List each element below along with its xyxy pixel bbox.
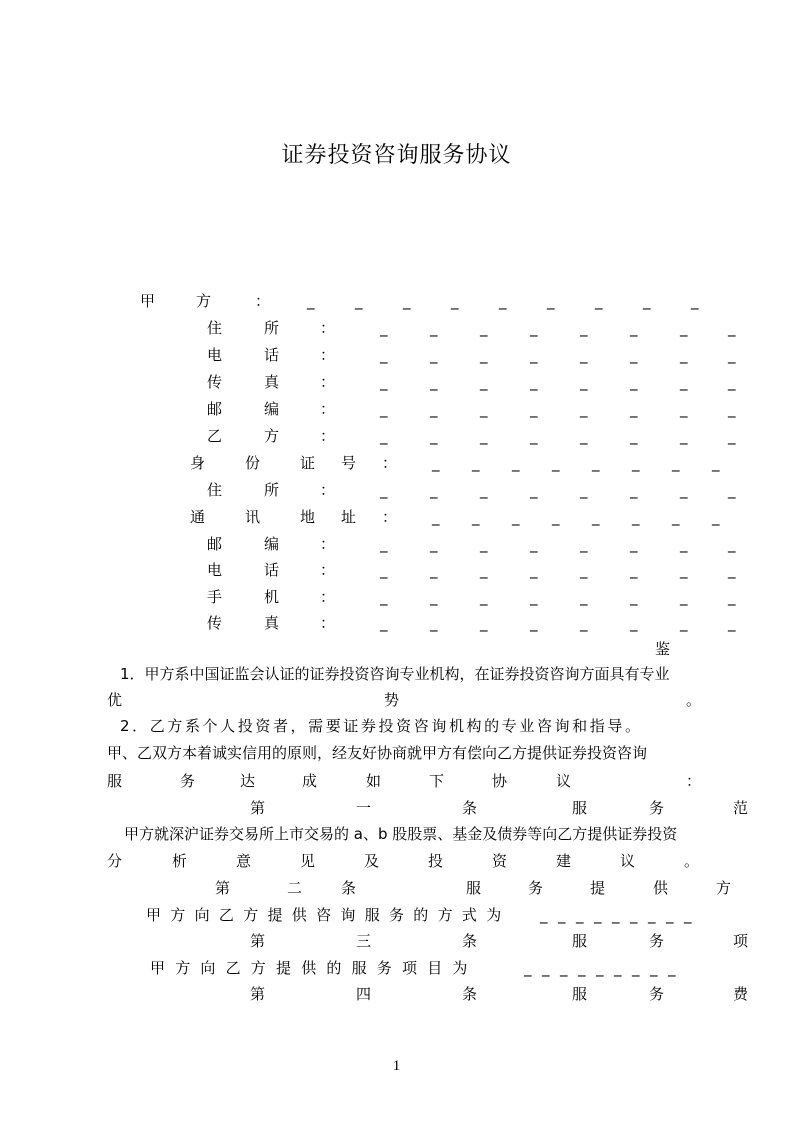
field-label-char: 话	[264, 561, 280, 579]
blank-underscore: _	[530, 614, 538, 632]
document-title: 证券投资咨询服务协议	[281, 143, 512, 168]
field-row-postcode	[0, 399, 793, 419]
blank-underscore: _	[594, 906, 602, 924]
blank-underscore: _	[430, 614, 438, 632]
body-char: 服	[351, 959, 367, 977]
body-char: 方	[243, 906, 259, 924]
body-char: 提	[276, 959, 292, 977]
spread-char: 第	[215, 879, 231, 897]
blank-underscore: _	[480, 588, 488, 606]
blank-underscore: _	[430, 346, 438, 364]
field-label-char: 手	[207, 588, 223, 606]
blank-underscore: _	[630, 481, 638, 499]
field-row-fax-2	[0, 613, 793, 633]
spread-char: 第	[250, 932, 266, 950]
field-colon: ：	[320, 588, 336, 606]
field-row-mailing-address	[0, 507, 793, 527]
field-label-char: 所	[264, 481, 280, 499]
body-char: 提	[267, 906, 283, 924]
spread-char: 服	[572, 799, 588, 817]
blank-underscore: _	[552, 454, 560, 472]
blank-underscore: _	[672, 454, 680, 472]
blank-underscore: _	[596, 959, 604, 977]
blank-underscore: _	[630, 427, 638, 445]
field-row-postcode-2	[0, 534, 793, 554]
blank-underscore: _	[643, 292, 651, 310]
article-2-body	[0, 905, 793, 925]
blank-underscore: _	[430, 373, 438, 391]
blank-underscore: _	[480, 481, 488, 499]
blank-underscore: _	[380, 400, 388, 418]
blank-underscore: _	[728, 373, 736, 391]
field-label-char: 邮	[207, 400, 223, 418]
blank-underscore: _	[576, 906, 584, 924]
blank-underscore: _	[472, 508, 480, 526]
article-1-body: 甲方就深沪证券交易所上市交易的 a、b 股股票、基金及债券等向乙方提供证券投资	[124, 825, 678, 843]
blank-underscore: _	[728, 427, 736, 445]
blank-underscore: _	[728, 319, 736, 337]
spread-char: 及	[364, 852, 380, 870]
field-label-char: 甲	[140, 292, 156, 310]
body-char: 乙	[225, 959, 241, 977]
field-label-char: 编	[264, 535, 280, 553]
blank-underscore: _	[480, 427, 488, 445]
blank-underscore: _	[630, 906, 638, 924]
spread-char: 务	[649, 799, 665, 817]
spread-char: 。	[684, 852, 700, 870]
spread-char: 服	[572, 932, 588, 950]
spread-char: 。	[686, 691, 702, 709]
recital-3: 甲、乙双方本着诚实信用的原则，经友好协商就甲方有偿向乙方提供证券投资咨询	[107, 744, 648, 762]
field-label-char: 真	[264, 373, 280, 391]
spread-char: 达	[240, 772, 256, 790]
blank-underscore: _	[712, 508, 720, 526]
body-char: 服	[364, 906, 380, 924]
spread-char: 条	[462, 932, 478, 950]
blank-underscore: _	[680, 588, 688, 606]
field-label-char: 真	[264, 614, 280, 632]
blank-underscore: _	[480, 319, 488, 337]
blank-underscore: _	[712, 454, 720, 472]
blank-underscore: _	[524, 959, 532, 977]
field-row-phone-2	[0, 560, 793, 580]
blank-underscore: _	[632, 454, 640, 472]
recital-4	[0, 771, 793, 791]
spread-char: 势	[384, 691, 400, 709]
blank-underscore: _	[648, 906, 656, 924]
blank-underscore: _	[580, 535, 588, 553]
body-char: 目	[427, 959, 443, 977]
field-colon: ：	[320, 373, 336, 391]
blank-underscore: _	[380, 427, 388, 445]
blank-underscore: _	[630, 373, 638, 391]
blank-underscore: _	[630, 614, 638, 632]
blank-underscore: _	[614, 959, 622, 977]
blank-underscore: _	[680, 561, 688, 579]
blank-underscore: _	[680, 319, 688, 337]
spread-char: 四	[356, 985, 372, 1003]
blank-underscore: _	[728, 535, 736, 553]
field-colon: ：	[382, 508, 398, 526]
blank-underscore: _	[480, 373, 488, 391]
blank-underscore: _	[540, 906, 548, 924]
blank-underscore: _	[530, 481, 538, 499]
field-colon: ：	[320, 481, 336, 499]
blank-underscore: _	[560, 959, 568, 977]
field-label-char: 证	[300, 454, 316, 472]
spread-char: 务	[528, 879, 544, 897]
spread-char: 鉴	[655, 640, 671, 658]
body-char: 咨	[316, 906, 332, 924]
blank-underscore: _	[580, 400, 588, 418]
field-label-char: 号	[341, 454, 357, 472]
spread-char: 范	[733, 799, 749, 817]
blank-underscore: _	[430, 561, 438, 579]
field-label-char: 乙	[207, 427, 223, 445]
spread-char: 意	[236, 852, 252, 870]
blank-underscore: _	[578, 959, 586, 977]
blank-underscore: _	[595, 292, 603, 310]
blank-underscore: _	[666, 906, 674, 924]
blank-underscore: _	[380, 373, 388, 391]
field-label-char: 电	[207, 561, 223, 579]
field-label-char: 住	[207, 319, 223, 337]
field-row-mobile	[0, 587, 793, 607]
blank-underscore: _	[630, 400, 638, 418]
article-3-body	[0, 958, 793, 978]
field-colon: ：	[255, 292, 271, 310]
spread-char: 务	[649, 985, 665, 1003]
recital-1: 1．甲方系中国证监会认证的证券投资咨询专业机构，在证券投资咨询方面具有专业	[120, 665, 670, 683]
blank-underscore: _	[380, 481, 388, 499]
blank-underscore: _	[580, 561, 588, 579]
blank-underscore: _	[480, 346, 488, 364]
blank-underscore: _	[430, 427, 438, 445]
field-row-id-number	[0, 453, 793, 473]
field-label-char: 地	[300, 508, 316, 526]
blank-underscore: _	[380, 319, 388, 337]
blank-underscore: _	[680, 400, 688, 418]
spread-char: 如	[366, 772, 382, 790]
field-colon: ：	[382, 454, 398, 472]
field-row-fax	[0, 372, 793, 392]
blank-underscore: _	[432, 454, 440, 472]
body-char: 乙	[218, 906, 234, 924]
blank-underscore: _	[630, 319, 638, 337]
blank-underscore: _	[380, 346, 388, 364]
page-number: 1	[392, 1058, 401, 1074]
blank-underscore: _	[530, 588, 538, 606]
spread-char: 下	[429, 772, 445, 790]
spread-char: 务	[180, 772, 196, 790]
spread-char: 提	[590, 879, 606, 897]
recital-1-cont	[0, 690, 793, 710]
spread-char: 项	[733, 932, 749, 950]
blank-underscore: _	[380, 614, 388, 632]
blank-underscore: _	[480, 561, 488, 579]
blank-underscore: _	[728, 346, 736, 364]
blank-underscore: _	[530, 427, 538, 445]
blank-underscore: _	[580, 373, 588, 391]
spread-char: 二	[287, 879, 303, 897]
body-char: 务	[389, 906, 405, 924]
blank-underscore: _	[680, 535, 688, 553]
blank-underscore: _	[680, 481, 688, 499]
spread-char: 投	[428, 852, 444, 870]
spread-char: 条	[462, 799, 478, 817]
blank-underscore: _	[403, 292, 411, 310]
spread-char: 建	[556, 852, 572, 870]
field-label-char: 邮	[207, 535, 223, 553]
blank-underscore: _	[650, 959, 658, 977]
field-label-char: 方	[196, 292, 212, 310]
field-label-char: 方	[264, 427, 280, 445]
blank-underscore: _	[499, 292, 507, 310]
spread-char: 议	[556, 772, 572, 790]
body-char: 为	[452, 959, 468, 977]
body-char: 询	[340, 906, 356, 924]
spread-char: 方	[716, 879, 732, 897]
blank-underscore: _	[680, 346, 688, 364]
spread-char: 条	[462, 985, 478, 1003]
body-char: 项	[402, 959, 418, 977]
blank-underscore: _	[728, 400, 736, 418]
blank-underscore: _	[552, 508, 560, 526]
blank-underscore: _	[530, 319, 538, 337]
blank-underscore: _	[432, 508, 440, 526]
field-label-char: 编	[264, 400, 280, 418]
blank-underscore: _	[380, 535, 388, 553]
field-colon: ：	[320, 400, 336, 418]
blank-underscore: _	[512, 508, 520, 526]
spread-char: 一	[356, 799, 372, 817]
blank-underscore: _	[430, 400, 438, 418]
body-char: 式	[461, 906, 477, 924]
spread-char: 务	[649, 932, 665, 950]
field-label-char: 电	[207, 346, 223, 364]
blank-underscore: _	[680, 614, 688, 632]
spread-char: ：	[686, 772, 702, 790]
field-row-party-b	[0, 426, 793, 446]
body-char: 方	[175, 959, 191, 977]
spread-char: 优	[107, 691, 123, 709]
field-label-char: 传	[207, 614, 223, 632]
blank-underscore: _	[530, 346, 538, 364]
spread-char: 服	[107, 772, 123, 790]
recital-heading	[0, 639, 793, 659]
blank-underscore: _	[530, 373, 538, 391]
spread-char: 费	[733, 985, 749, 1003]
field-row-address	[0, 318, 793, 338]
blank-underscore: _	[630, 561, 638, 579]
blank-underscore: _	[680, 373, 688, 391]
blank-underscore: _	[691, 292, 699, 310]
blank-underscore: _	[672, 508, 680, 526]
blank-underscore: _	[728, 481, 736, 499]
blank-underscore: _	[580, 481, 588, 499]
blank-underscore: _	[612, 906, 620, 924]
article-3-heading	[0, 931, 793, 951]
spread-char: 条	[341, 879, 357, 897]
blank-underscore: _	[480, 535, 488, 553]
body-char: 方	[250, 959, 266, 977]
blank-underscore: _	[580, 427, 588, 445]
spread-char: 第	[250, 799, 266, 817]
body-char: 向	[194, 906, 210, 924]
body-char: 甲	[150, 959, 166, 977]
blank-underscore: _	[512, 454, 520, 472]
spread-char: 服	[572, 985, 588, 1003]
article-4-heading	[0, 984, 793, 1004]
field-label-char: 身	[190, 454, 206, 472]
body-char: 向	[200, 959, 216, 977]
field-label-char: 址	[341, 508, 357, 526]
field-label-char: 传	[207, 373, 223, 391]
spread-char: 三	[356, 932, 372, 950]
blank-underscore: _	[480, 614, 488, 632]
blank-underscore: _	[592, 454, 600, 472]
blank-underscore: _	[430, 535, 438, 553]
spread-char: 第	[250, 985, 266, 1003]
blank-underscore: _	[355, 292, 363, 310]
blank-underscore: _	[580, 319, 588, 337]
field-label-char: 份	[245, 454, 261, 472]
blank-underscore: _	[592, 508, 600, 526]
body-char: 的	[413, 906, 429, 924]
field-colon: ：	[320, 319, 336, 337]
blank-underscore: _	[451, 292, 459, 310]
blank-underscore: _	[630, 535, 638, 553]
blank-underscore: _	[630, 346, 638, 364]
spread-char: 供	[653, 879, 669, 897]
blank-underscore: _	[472, 454, 480, 472]
spread-char: 资	[492, 852, 508, 870]
spread-char: 成	[302, 772, 318, 790]
recital-2: 2．乙方系个人投资者，需要证券投资咨询机构的专业咨询和指导。	[120, 717, 643, 735]
field-label-char: 通	[190, 508, 206, 526]
article-1-body-2	[0, 851, 793, 871]
field-row-phone	[0, 345, 793, 365]
blank-underscore: _	[630, 588, 638, 606]
field-row-address-2	[0, 480, 793, 500]
body-char: 甲	[146, 906, 162, 924]
field-colon: ：	[320, 535, 336, 553]
field-colon: ：	[320, 346, 336, 364]
field-label-char: 话	[264, 346, 280, 364]
body-char: 的	[326, 959, 342, 977]
blank-underscore: _	[380, 588, 388, 606]
field-label-char: 所	[264, 319, 280, 337]
blank-underscore: _	[480, 400, 488, 418]
body-char: 供	[301, 959, 317, 977]
body-char: 方	[170, 906, 186, 924]
field-label-char: 讯	[245, 508, 261, 526]
blank-underscore: _	[530, 400, 538, 418]
field-colon: ：	[320, 561, 336, 579]
spread-char: 服	[466, 879, 482, 897]
blank-underscore: _	[684, 906, 692, 924]
blank-underscore: _	[542, 959, 550, 977]
blank-underscore: _	[632, 959, 640, 977]
blank-underscore: _	[380, 561, 388, 579]
spread-char: 议	[620, 852, 636, 870]
blank-underscore: _	[668, 959, 676, 977]
blank-underscore: _	[430, 481, 438, 499]
body-char: 方	[437, 906, 453, 924]
field-row-party-a	[0, 291, 793, 311]
blank-underscore: _	[530, 561, 538, 579]
spread-char: 协	[492, 772, 508, 790]
spread-char: 见	[300, 852, 316, 870]
blank-underscore: _	[580, 614, 588, 632]
field-label-char: 住	[207, 481, 223, 499]
blank-underscore: _	[632, 508, 640, 526]
field-label-char: 机	[264, 588, 280, 606]
blank-underscore: _	[530, 535, 538, 553]
body-char: 供	[291, 906, 307, 924]
spread-char: 析	[172, 852, 188, 870]
blank-underscore: _	[547, 292, 555, 310]
blank-underscore: _	[728, 588, 736, 606]
blank-underscore: _	[307, 292, 315, 310]
body-char: 务	[376, 959, 392, 977]
blank-underscore: _	[430, 319, 438, 337]
article-1-heading	[0, 798, 793, 818]
field-colon: ：	[320, 614, 336, 632]
article-2-heading	[0, 878, 793, 898]
blank-underscore: _	[558, 906, 566, 924]
blank-underscore: _	[728, 561, 736, 579]
blank-underscore: _	[430, 588, 438, 606]
blank-underscore: _	[580, 588, 588, 606]
body-char: 为	[486, 906, 502, 924]
field-colon: ：	[320, 427, 336, 445]
blank-underscore: _	[680, 427, 688, 445]
spread-char: 分	[107, 852, 123, 870]
blank-underscore: _	[728, 614, 736, 632]
blank-underscore: _	[580, 346, 588, 364]
